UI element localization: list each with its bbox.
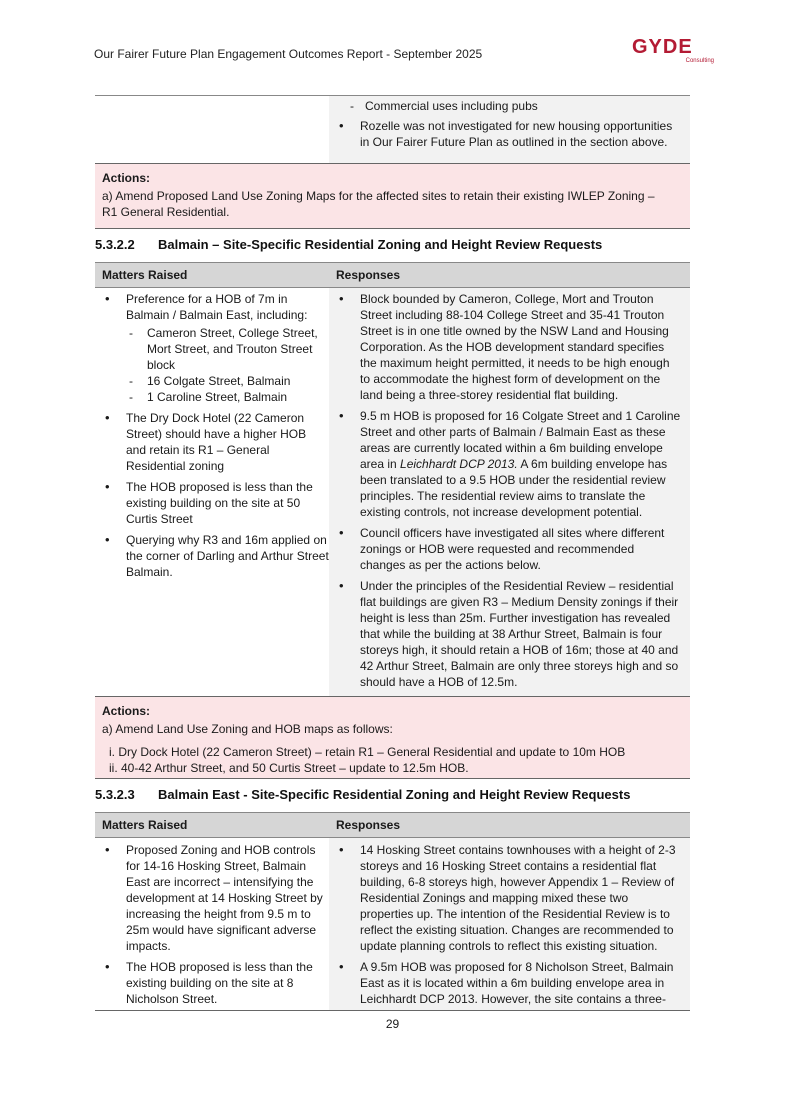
continued-table-row (95, 95, 690, 164)
col-header-matters: Matters Raised (102, 818, 188, 832)
actions-box-1 (95, 163, 690, 229)
list-item: • The HOB proposed is less than the existing building on the site at 50 Curtis Street (95, 479, 329, 527)
responses-list (329, 842, 690, 1007)
col-header-responses: Responses (336, 268, 401, 282)
section-number: 5.3.2.2 (95, 237, 135, 252)
matters-list (95, 842, 329, 1007)
section-title: Balmain – Site-Specific Residential Zoning and Height Review Requests (158, 237, 603, 252)
list-item: • 14 Hosking Street contains townhouses with a height of 2-3 storeys and 16 Hosking Street contains a residential flat building, 6-8 storeys high, however Appendix 1 – Review of Residential Zonings and mapping mixed these two properties up. The intention of the Residential Review is to reflect the existing situation. Changes are recommended to update planning controls to reflect this existing situation. (329, 842, 682, 954)
list-item: • A 9.5m HOB was proposed for 8 Nicholson Street, Balmain East as it is located within a 6m building envelope area in Leichhardt DCP 2013. However, the site contains a three- (329, 959, 682, 1007)
responses-cell-2 (329, 838, 690, 1010)
actions-label: Actions: (102, 171, 150, 185)
table-bottom-border (95, 1010, 690, 1011)
matters-list (95, 291, 329, 580)
actions-label: Actions: (102, 704, 150, 718)
sub-list (126, 325, 329, 405)
matters-cell-2 (95, 842, 329, 1010)
list-item: • Rozelle was not investigated for new housing opportunities in Our Fairer Future Plan as outlined in the section above. (329, 118, 684, 150)
action-item-ii: ii. 40-42 Arthur Street, and 50 Curtis Street – update to 12.5m HOB. (109, 761, 469, 775)
list-item: • The HOB proposed is less than the existing building on the site at 8 Nicholson Street. (95, 959, 329, 1007)
header-title: Our Fairer Future Plan Engagement Outcomes Report - September 2025 (94, 47, 483, 61)
page-number: 29 (385, 1017, 400, 1031)
sub-list-item: - 16 Colgate Street, Balmain (126, 373, 329, 389)
actions-text: a) Amend Land Use Zoning and HOB maps as follows: (102, 722, 393, 736)
actions-text: a) Amend Proposed Land Use Zoning Maps for the affected sites to retain their existing IWLEP Zoning – R1 General Residential. (102, 189, 655, 219)
table-header-1 (95, 262, 690, 288)
table-header-2 (95, 812, 690, 838)
responses-cell-1 (329, 288, 690, 696)
matters-cell-1 (95, 291, 329, 696)
sub-list-item: - 1 Caroline Street, Balmain (126, 389, 329, 405)
list-item: • Under the principles of the Residential Review – residential flat buildings are given R3 – Medium Density zonings if their height is less than 25m. Further investigation has revealed that while the building at 38 Arthur Street, Balmain is four storeys high, it should retain a HOB of 16m; those at 40 and 42 Arthur Street, Balmain are only three storeys high and so should have a HOB of 12.5m. (329, 578, 682, 690)
col-header-responses: Responses (336, 818, 401, 832)
list-item: • Proposed Zoning and HOB controls for 14-16 Hosking Street, Balmain East are incorrect – intensifying the development at 14 Hosking Street by increasing the height from 9.5 m to 25m would have significant adverse impacts. (95, 842, 329, 954)
continued-bullet-list (329, 118, 684, 155)
section-heading-5-3-2-2 (95, 237, 602, 252)
sub-list-item: - Cameron Street, College Street, Mort Street, and Trouton Street block (126, 325, 329, 373)
list-item: • Block bounded by Cameron, College, Mort and Trouton Street including 88-104 College Street and 35-41 Trouton Street is in one title owned by the NSW Land and Housing Corporation. As the HOB development standard specifies the maximum height permitted, it needs to be high enough to accommodate the highest form of development on the land being a three-storey residential flat building. (329, 291, 682, 403)
gyde-logo (632, 36, 728, 66)
list-item: • Preference for a HOB of 7m in Balmain / Balmain East, including: - Cameron Street, College Street, Mort Street, and Trouton Street block - 16 Colgate Street, Balmain - 1 Caroline Street, Balmain (95, 291, 329, 405)
logo-word: GYDE (632, 36, 693, 58)
list-item: • Council officers have investigated all sites where different zonings or HOB were requested and recommended changes as per the actions below. (329, 525, 682, 573)
dash-item: - Commercial uses including pubs (350, 99, 538, 113)
responses-list (329, 291, 690, 690)
continued-left-cell (95, 96, 329, 164)
col-header-matters: Matters Raised (102, 268, 188, 282)
list-item: • The Dry Dock Hotel (22 Cameron Street) should have a higher HOB and retain its R1 – General Residential zoning (95, 410, 329, 474)
list-item: • Querying why R3 and 16m applied on the corner of Darling and Arthur Street Balmain. (95, 532, 329, 580)
section-number: 5.3.2.3 (95, 787, 135, 802)
list-item: • 9.5 m HOB is proposed for 16 Colgate Street and 1 Caroline Street and other parts of Balmain / Balmain East as these areas are currently located within a 6m building envelope area in Leichhardt DCP 2013. A 6m building envelope has been translated to a 9.5 HOB under the residential review principles. The residential review aims to translate the existing controls, not increase development potential. (329, 408, 682, 520)
action-item-i: i. Dry Dock Hotel (22 Cameron Street) – retain R1 – General Residential and update to 10m HOB (109, 745, 626, 759)
actions-box-2 (95, 696, 690, 779)
logo-subtitle: Consulting (685, 58, 714, 64)
section-heading-5-3-2-3 (95, 787, 630, 802)
section-title: Balmain East - Site-Specific Residential Zoning and Height Review Requests (158, 787, 631, 802)
continued-right-cell (329, 96, 690, 164)
